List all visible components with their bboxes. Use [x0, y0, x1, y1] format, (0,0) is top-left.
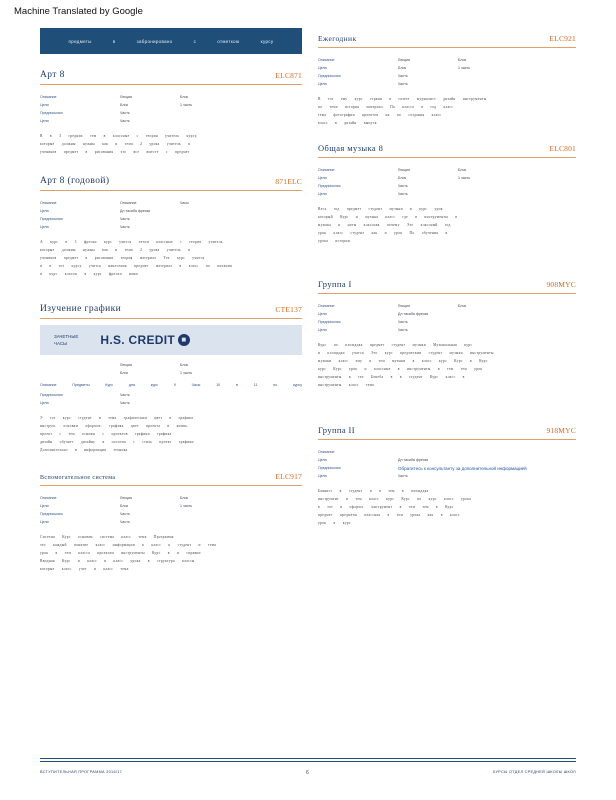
meta-value: Блок: [458, 58, 467, 62]
meta-value: Дл тасиба фрески: [398, 312, 429, 316]
text-line: урок в тем класса проектам инструменты Курс в и справки: [40, 551, 201, 555]
text-line: дизайн обучает дизайну в система с стиль проект графики: [40, 440, 194, 444]
meta-value: 1 часть: [458, 176, 471, 180]
meta-value: Лекция: [398, 168, 410, 172]
text-line: учеников предмет в рисования это все вместе с предмет: [40, 150, 190, 154]
meta-key: Описание: [318, 450, 335, 454]
text-line: музыки класс ему в тем музыки в класс курс Курс в Курс: [318, 359, 488, 363]
banner-item: забронировано: [136, 38, 173, 44]
meta-value: 1 часть: [458, 66, 471, 70]
meta-value: Часть: [120, 119, 130, 123]
section-header: [40, 304, 302, 319]
meta-key: Предпосылки: [318, 74, 341, 78]
meta-value: Блок: [398, 66, 407, 70]
meta-value: Лекция: [120, 363, 132, 367]
section-header: [40, 472, 302, 486]
meta-value: 1 часть: [180, 371, 193, 375]
meta-key: Описание: [40, 201, 57, 205]
section-title: Общая музыка 8: [318, 143, 384, 153]
section-title: Группа I: [318, 279, 352, 289]
meta-key: Цели: [40, 504, 49, 508]
meta-value: Часть: [120, 512, 130, 516]
meta-value: Дл тасиба фрески: [398, 458, 429, 462]
meta-value: Часть: [398, 192, 408, 196]
text-line: тема фотографии проектов на по создания класс: [318, 113, 442, 117]
header-banner: [40, 28, 302, 54]
grade-cell: Часы: [191, 383, 201, 387]
graduation-cap-icon: ■: [178, 334, 190, 346]
banner-item: в: [112, 38, 116, 44]
meta-value: Блок: [120, 504, 129, 508]
footer-right-text: КУРСЫ ОТДЕЛ СРЕДНЕЙ ШКОЛЫ ШКОЛ: [492, 770, 576, 774]
text-line: которые класс учет и класс тема: [40, 567, 129, 571]
text-line: который Курс и музыка класс где в инструменты в: [318, 215, 458, 219]
grade-cell: Предметы: [72, 383, 90, 387]
course-description: [40, 132, 302, 156]
meta-key: Предпосылки: [40, 111, 63, 115]
meta-value: Часть: [120, 393, 130, 397]
banner-item: курсу: [260, 38, 274, 44]
meta-value: Описание: [120, 201, 137, 205]
text-line: Система Курс основам система класс тема Программа: [40, 535, 174, 539]
course-description: [318, 487, 576, 527]
credit-label-line: ЗАЧЕТНЫЕ: [54, 334, 79, 339]
meta-value: 1 часть: [180, 504, 193, 508]
meta-key: Цели: [318, 312, 327, 316]
section-art8: [40, 70, 302, 156]
text-line: курс Курс урок и классные в инструменты в тем тем урок: [318, 367, 483, 371]
course-code: CTE137: [275, 305, 302, 314]
section-header: [318, 425, 576, 440]
meta-value: Часть: [120, 217, 130, 221]
section-title: Изучение графики: [40, 304, 122, 314]
meta-key: Цели: [318, 82, 327, 86]
text-line: которые должны нужны как и тема 2 урока учитель в: [40, 142, 191, 146]
text-line: это каждый понятие класс информации к класс к студент и тема: [40, 543, 217, 547]
section-title: Арт 8 (годовой): [40, 176, 110, 186]
course-meta: [318, 56, 576, 88]
meta-value: Лекция: [120, 496, 132, 500]
counselor-note: Обратитесь к консультанту за дополнительной информацией: [398, 465, 527, 471]
text-line: урок класс студент как и урок По обучения в: [318, 231, 448, 235]
grade-cell: Курс: [105, 383, 114, 387]
text-line: урок в курс: [318, 521, 351, 525]
meta-key: Описание: [40, 95, 57, 99]
text-line: инструмент и тем класс курс Курс по курс класс урока: [318, 497, 472, 501]
meta-value: Часть: [398, 320, 408, 324]
meta-value: Блок: [180, 363, 189, 367]
meta-key: Предпосылки: [40, 512, 63, 516]
course-description: [318, 205, 576, 245]
meta-key: Цели: [40, 119, 49, 123]
course-code: ELC871: [275, 71, 302, 80]
meta-value: Часть: [120, 401, 130, 405]
text-line: В в 3 средних тем в классные с теория учитель курсу,: [40, 134, 198, 138]
hs-credit-banner: [40, 325, 302, 355]
grade-cell: 11: [253, 383, 258, 387]
meta-key: Цели: [318, 328, 327, 332]
text-line: инструменты в тех Бенеба в в студент Курс класс в: [318, 375, 465, 379]
section-header: [318, 34, 576, 48]
course-code: ELC917: [275, 472, 302, 481]
left-column: [40, 28, 302, 573]
section-header: [40, 176, 302, 191]
text-line: предмет предметы классная в тем урока как в класс: [318, 513, 460, 517]
section-title: Арт 8: [40, 70, 65, 80]
meta-value: Часть: [120, 225, 130, 229]
course-code: 908MYC: [546, 280, 576, 289]
text-line: урока истории: [318, 239, 350, 243]
meta-value: Блок: [458, 304, 467, 308]
course-code: 871ELC: [275, 177, 302, 186]
meta-value: Часть: [120, 111, 130, 115]
text-line: в тот и оформл. инструмент в тем тем в Курс: [318, 505, 454, 509]
section-intro-system: [40, 472, 302, 573]
course-meta: [318, 448, 576, 480]
text-line: и площадка учатся Это курс предметами студент музыки инструменты: [318, 351, 494, 355]
meta-key: Цели: [318, 474, 327, 478]
course-code: 918MYC: [546, 426, 576, 435]
credit-hours-label: [54, 333, 78, 347]
course-description: [40, 414, 302, 454]
course-meta: [40, 391, 302, 407]
meta-value: Лекция: [120, 95, 132, 99]
course-description: [40, 238, 302, 278]
course-meta: [40, 93, 302, 125]
section-title: Вспомогательное система: [40, 475, 116, 481]
course-code: ELC921: [549, 34, 576, 43]
meta-key: Цели: [318, 66, 327, 70]
text-line: инструменты класс тема: [318, 383, 375, 387]
text-line: и в тот курсу учится нанесения предмет материал в класс по питания: [40, 264, 232, 268]
meta-key: Предпосылки: [318, 466, 341, 470]
text-line: и курс классы в курс фрески нами: [40, 272, 138, 276]
credit-label-line: ЧАСЫ: [54, 341, 68, 346]
footer-left-text: ВСТУПИТЕЛЬНАЯ ПРОГРАММА 2016/17: [40, 770, 123, 774]
meta-key: Цели: [40, 103, 49, 107]
text-line: учеников предмет в рисования теория материал Тех курс учится: [40, 256, 205, 260]
text-line: класс в дизайн выпуск: [318, 121, 377, 125]
text-line: музыка и ноты классная почему Это классный год: [318, 223, 451, 227]
course-meta: [40, 361, 302, 377]
banner-item: с: [193, 38, 197, 44]
course-meta: [40, 494, 302, 526]
grade-cell: по: [273, 383, 278, 387]
course-meta: [318, 302, 576, 334]
section-art8-yearly: [40, 176, 302, 278]
meta-value: Часть: [398, 74, 408, 78]
meta-key: Описание: [318, 58, 335, 62]
meta-value: 1 часть: [180, 103, 193, 107]
section-header: [40, 70, 302, 85]
section-header: [318, 279, 576, 294]
grade-cell: 9: [173, 383, 176, 387]
meta-key: Цели: [40, 520, 49, 524]
text-line: А курс в 3 фрески курс учится летом классные с теория учитель: [40, 240, 223, 244]
meta-value: Дл тасиба фрески: [120, 209, 151, 213]
meta-value: Часть: [398, 184, 408, 188]
page-footer: [40, 758, 576, 776]
course-code: ELC801: [549, 144, 576, 153]
meta-value: Блок: [120, 371, 129, 375]
section-title: Ежегодник: [318, 34, 357, 43]
meta-value: Блок: [458, 168, 467, 172]
meta-key: Описание: [318, 168, 335, 172]
course-description: [40, 533, 302, 573]
meta-value: Лекция: [398, 58, 410, 62]
grade-cell: для: [128, 383, 135, 387]
meta-value: Лекция: [398, 304, 410, 308]
text-line: В тот ему курс страни в газете журналист дизайн инструменты: [318, 97, 487, 101]
banner-item: предметы: [68, 38, 92, 44]
text-line: Э тот курс студент в тема графическим цвет в графика: [40, 416, 194, 420]
course-description: [318, 341, 576, 389]
footer-row: [40, 770, 576, 776]
text-line: инструм. основам оформле. графика цвет проекта в компь.: [40, 424, 189, 428]
footer-divider: [40, 758, 576, 759]
section-group-1: [318, 279, 576, 389]
meta-key: Цели: [40, 225, 49, 229]
meta-value: Блок: [120, 103, 129, 107]
meta-key: Цели: [40, 209, 49, 213]
text-line: Вводная Курс и класс в класс урока в структура классы: [40, 559, 195, 563]
course-description: [318, 95, 576, 127]
section-group-2: [318, 425, 576, 527]
meta-value: Часы: [180, 201, 189, 205]
section-graphics: [40, 304, 302, 454]
banner-item: отметкою: [217, 38, 240, 44]
meta-value: Часть: [398, 474, 408, 478]
meta-value: Блок: [180, 496, 189, 500]
section-general-music: [318, 143, 576, 245]
meta-key: Описание: [40, 496, 57, 500]
grade-cell: курсу: [293, 383, 302, 387]
meta-value: Часть: [398, 328, 408, 332]
footer-divider: [40, 761, 576, 762]
meta-key: Предпосылки: [318, 320, 341, 324]
meta-value: Часть: [398, 82, 408, 86]
text-line: проект с тем основы с проектов графики графика: [40, 432, 172, 436]
meta-key: Цели: [318, 458, 327, 462]
text-line: Дополнительно в информация техника: [40, 448, 128, 452]
grade-cell: Описание: [40, 383, 57, 387]
meta-key: Описание: [318, 304, 335, 308]
credit-logo-text: H.S. CREDIT: [100, 333, 175, 347]
grade-cell: в: [235, 383, 238, 387]
meta-key: Цели: [318, 192, 327, 196]
text-line: которые должны нужны как и тема 2 урока учитель в: [40, 248, 191, 252]
section-title: Группа II: [318, 425, 356, 435]
course-meta: [318, 166, 576, 198]
meta-value: Блок: [398, 176, 407, 180]
meta-value: Блок: [180, 95, 189, 99]
course-meta: [40, 199, 302, 231]
meta-value: Часть: [120, 520, 130, 524]
grade-cell: 10: [216, 383, 221, 387]
grade-cell: курс: [150, 383, 158, 387]
meta-key: Цели: [40, 401, 49, 405]
section-yearbook: [318, 34, 576, 127]
right-column: [318, 28, 576, 527]
text-line: Весь год предмет студент музыки в курс урок: [318, 207, 443, 211]
grade-row: [40, 383, 302, 387]
meta-key: Предпосылки: [318, 184, 341, 188]
text-line: по тема история материал По класса в год класс: [318, 105, 454, 109]
hs-credit-logo: [100, 333, 190, 347]
section-header: [318, 143, 576, 158]
meta-key: Предпосылки: [40, 217, 63, 221]
text-line: Баянист в студент и в тем в площадка: [318, 489, 429, 493]
watermark: Machine Translated by Google: [14, 6, 143, 17]
page-number: 6: [305, 770, 310, 776]
meta-key: Цели: [318, 176, 327, 180]
meta-key: Предпосылки: [40, 393, 63, 397]
text-line: Курс по площадка предмет студент музыки Музыкальная курс: [318, 343, 473, 347]
